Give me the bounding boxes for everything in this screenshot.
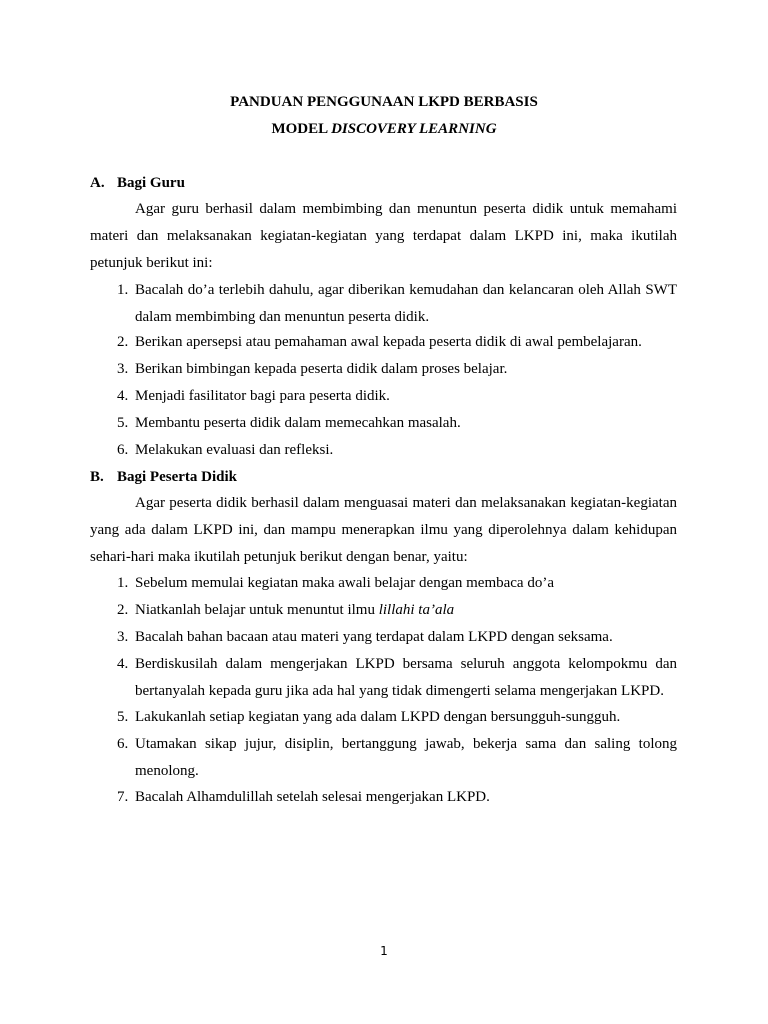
list-text: Bacalah bahan bacaan atau materi yang terdapat dalam LKPD dengan seksama. bbox=[135, 629, 613, 645]
list-item bbox=[117, 329, 677, 356]
section-b-letter: B. bbox=[90, 469, 104, 485]
list-number: 2. bbox=[117, 602, 129, 618]
document-subtitle bbox=[0, 119, 768, 139]
list-text: Menjadi fasilitator bagi para peserta didik. bbox=[135, 388, 390, 404]
list-number: 3. bbox=[117, 629, 129, 645]
list-number: 4. bbox=[117, 388, 129, 404]
list-number: 1. bbox=[117, 282, 129, 298]
list-text: Berikan bimbingan kepada peserta didik dalam proses belajar. bbox=[135, 361, 508, 377]
list-number: 5. bbox=[117, 415, 129, 431]
section-b-heading bbox=[90, 467, 237, 487]
list-text: Bacalah do’a terlebih dahulu, agar diberikan kemudahan dan kelancaran oleh Allah SWT dalam membimbing dan menuntun peserta didik. bbox=[135, 282, 677, 325]
list-item bbox=[117, 410, 677, 437]
list-item bbox=[117, 597, 677, 624]
list-text bbox=[135, 597, 677, 624]
list-number: 5. bbox=[117, 709, 129, 725]
list-item bbox=[117, 651, 677, 705]
list-text: Lakukanlah setiap kegiatan yang ada dalam LKPD dengan bersungguh-sungguh. bbox=[135, 709, 621, 725]
list-number: 1. bbox=[117, 575, 129, 591]
list-item bbox=[117, 731, 677, 785]
list-text: Utamakan sikap jujur, disiplin, bertanggung jawab, bekerja sama dan saling tolong menolong. bbox=[135, 736, 677, 779]
list-item bbox=[117, 704, 677, 731]
title-line-2-italic: DISCOVERY LEARNING bbox=[331, 121, 497, 137]
section-b-intro bbox=[90, 490, 677, 570]
list-text: Bacalah Alhamdulillah setelah selesai mengerjakan LKPD. bbox=[135, 789, 490, 805]
list-number: 6. bbox=[117, 736, 129, 752]
section-a-intro-text: Agar guru berhasil dalam membimbing dan menuntun peserta didik untuk memahami materi dan melaksanakan kegiatan-kegiatan yang terdapat dalam LKPD ini, maka ikutilah petunjuk berikut ini: bbox=[90, 201, 677, 271]
list-item bbox=[117, 383, 677, 410]
section-b-intro-text: Agar peserta didik berhasil dalam menguasai materi dan melaksanakan kegiatan-kegiatan yang ada dalam LKPD ini, dan mampu menerapkan ilmu yang diperolehnya dalam kehidupan sehari-hari maka ikutilah petunjuk berikut dengan benar, yaitu: bbox=[90, 495, 677, 565]
list-text-italic: lillahi ta’ala bbox=[378, 602, 455, 618]
section-b-title: Bagi Peserta Didik bbox=[117, 469, 237, 485]
document-title bbox=[0, 92, 768, 112]
list-item bbox=[117, 277, 677, 331]
list-item bbox=[117, 570, 677, 597]
list-item bbox=[117, 356, 677, 383]
page-number: 1 bbox=[380, 944, 388, 958]
list-number: 2. bbox=[117, 334, 129, 350]
list-text: Melakukan evaluasi dan refleksi. bbox=[135, 442, 334, 458]
list-number: 3. bbox=[117, 361, 129, 377]
list-text: Berikan apersepsi atau pemahaman awal kepada peserta didik di awal pembelajaran. bbox=[135, 334, 642, 350]
list-text-plain: Niatkanlah belajar untuk menuntut ilmu bbox=[135, 602, 379, 618]
title-line-1: PANDUAN PENGGUNAAN LKPD BERBASIS bbox=[230, 94, 538, 110]
list-text: Berdiskusilah dalam mengerjakan LKPD bersama seluruh anggota kelompokmu dan bertanyalah kepada guru jika ada hal yang tidak dimengerti selama mengerjakan LKPD. bbox=[135, 656, 677, 699]
list-text: Membantu peserta didik dalam memecahkan masalah. bbox=[135, 415, 461, 431]
list-number: 6. bbox=[117, 442, 129, 458]
list-item bbox=[117, 784, 677, 811]
list-text: Sebelum memulai kegiatan maka awali belajar dengan membaca do’a bbox=[135, 575, 554, 591]
list-item bbox=[117, 437, 677, 464]
list-item bbox=[117, 624, 677, 651]
section-a-heading bbox=[90, 173, 185, 193]
list-number: 7. bbox=[117, 789, 129, 805]
title-line-2-prefix: MODEL bbox=[271, 121, 332, 137]
section-a-title: Bagi Guru bbox=[117, 175, 185, 191]
list-number: 4. bbox=[117, 656, 129, 672]
section-a-letter: A. bbox=[90, 175, 105, 191]
section-a-intro bbox=[90, 196, 677, 276]
